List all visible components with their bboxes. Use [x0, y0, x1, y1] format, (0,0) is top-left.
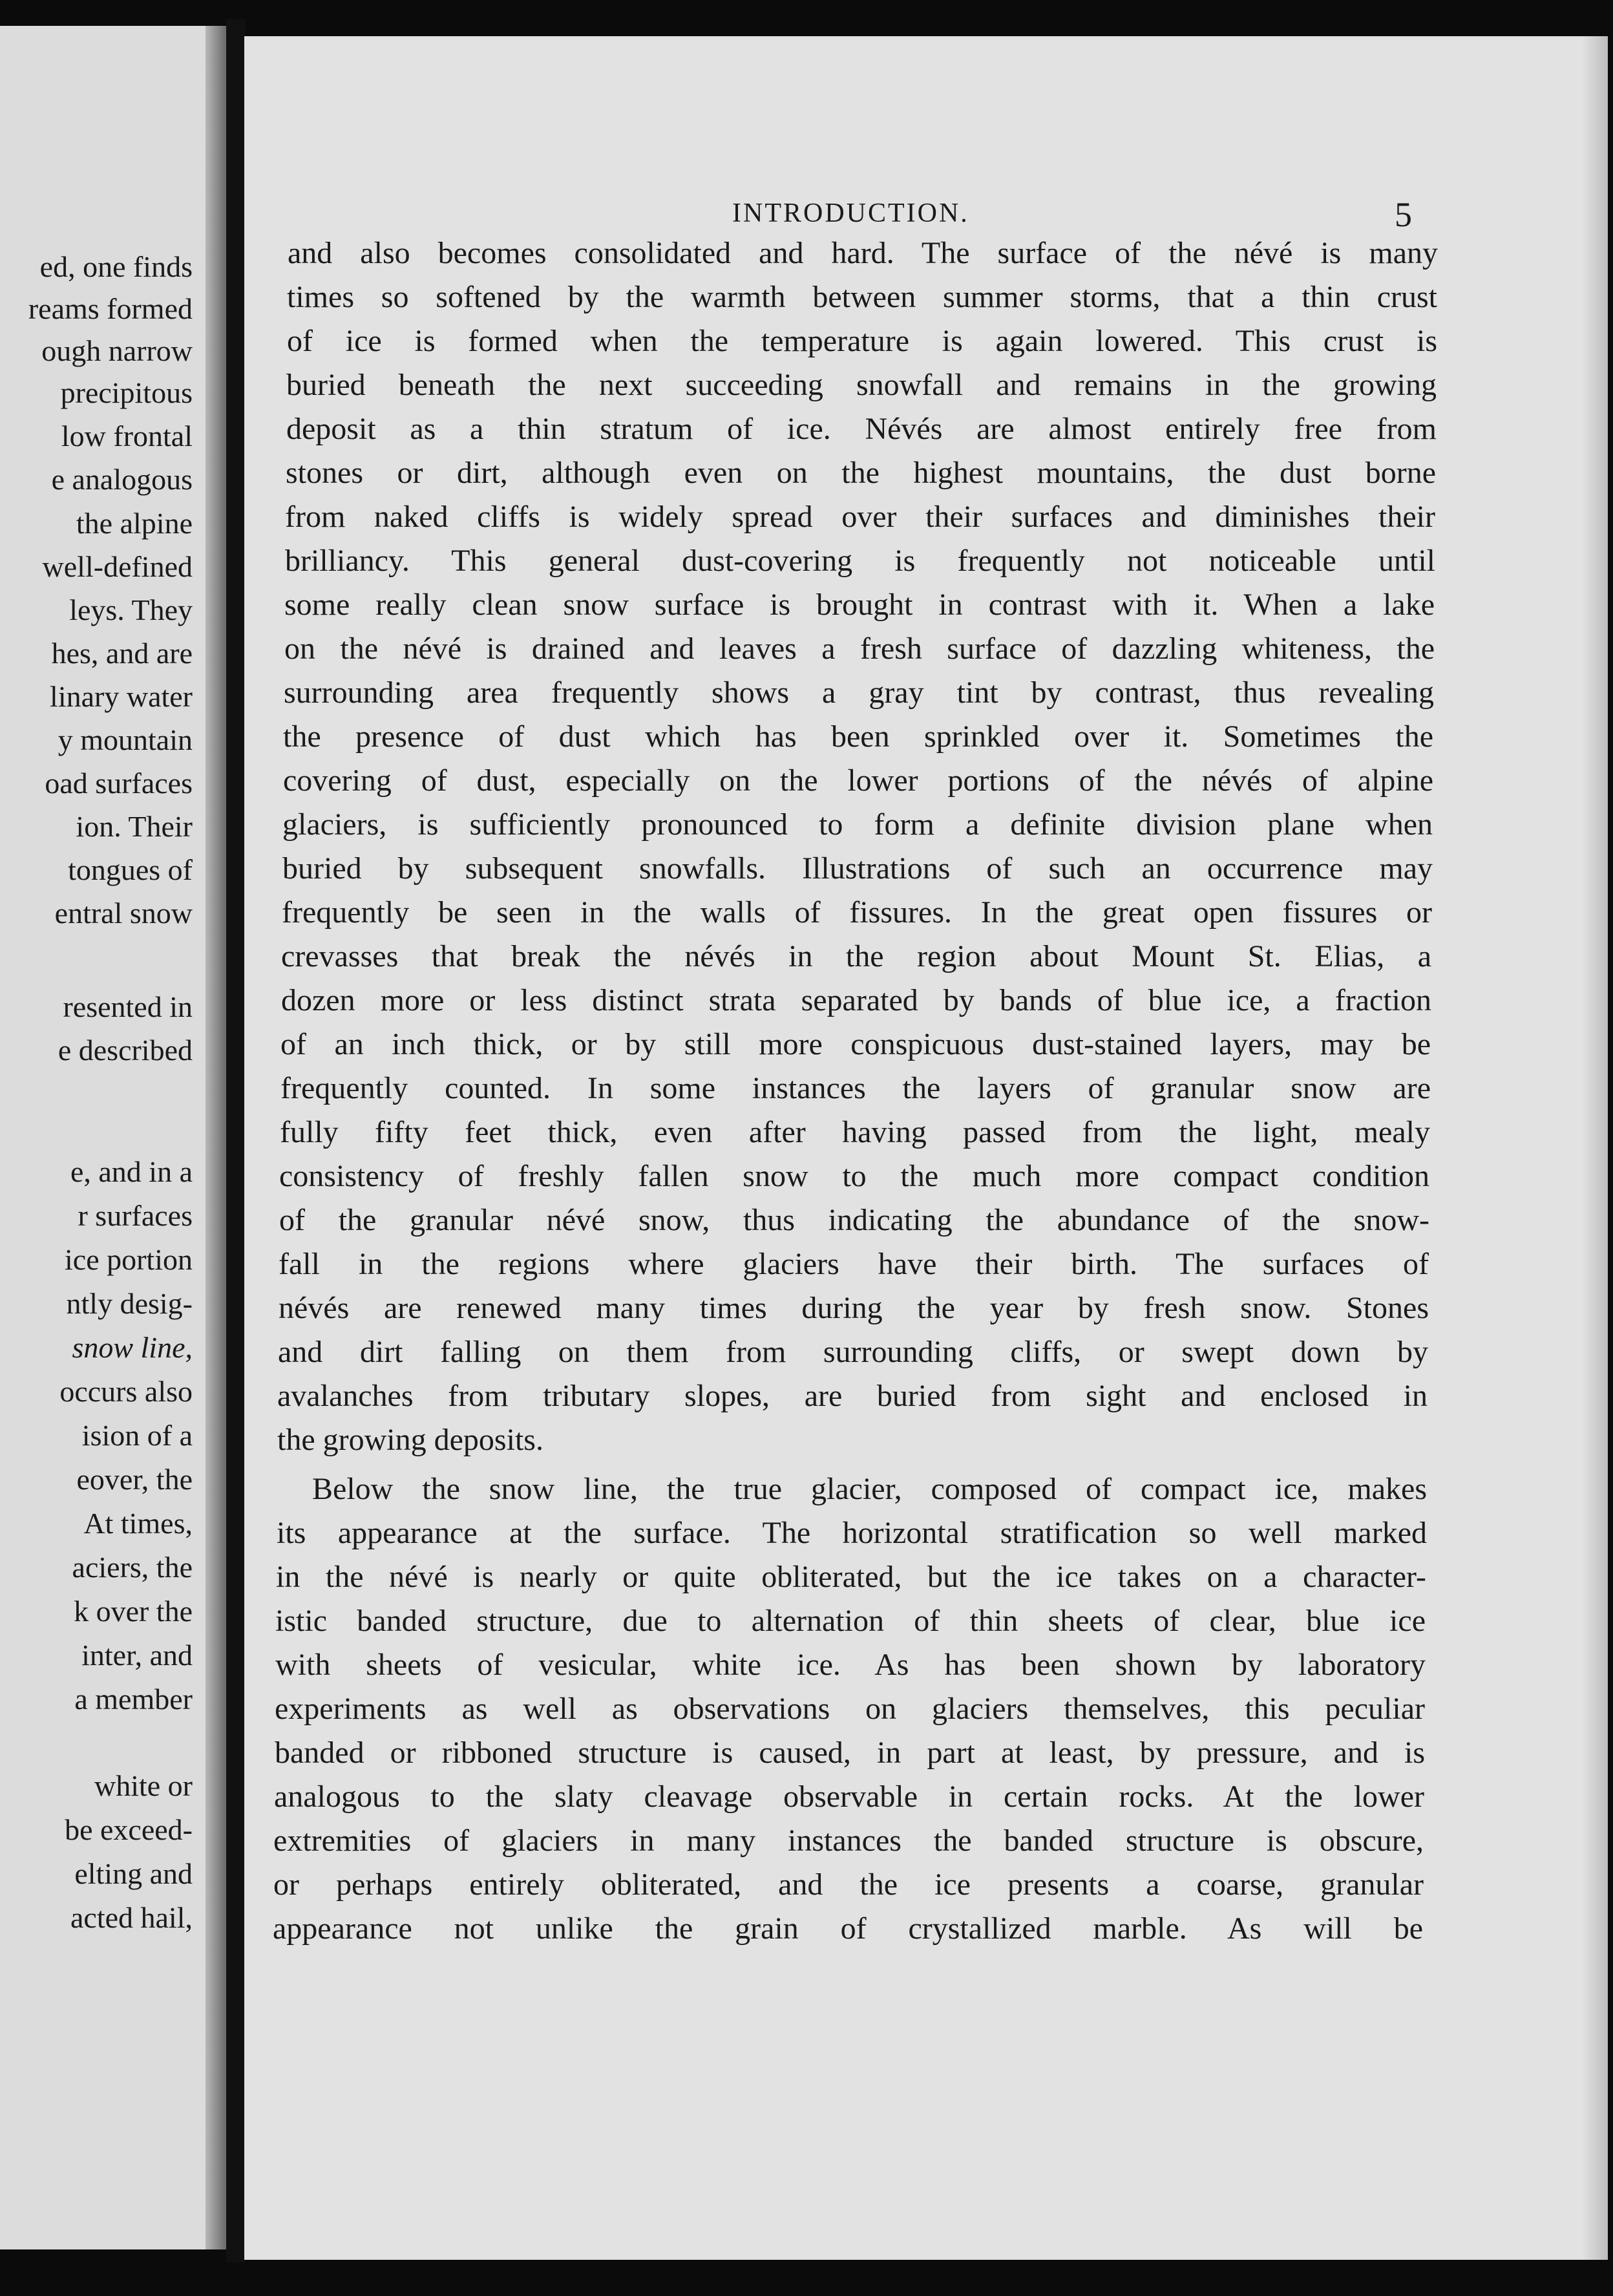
- body-line: its appearance at the surface. The horizontal stratification so well marked: [277, 1516, 1427, 1550]
- body-line: the presence of dust which has been sprinkled over it. Sometimes the: [283, 719, 1433, 754]
- body-line: the growing deposits.: [277, 1423, 543, 1457]
- body-line: some really clean snow surface is brought in contrast with it. When a lake: [284, 588, 1435, 622]
- body-line: from naked cliffs is widely spread over their surfaces and diminishes their: [285, 500, 1435, 534]
- left-page-line: acted hail,: [70, 1901, 193, 1934]
- body-line: brilliancy. This general dust-covering is frequently not noticeable until: [285, 544, 1435, 578]
- left-page-line: oad surfaces: [45, 767, 193, 800]
- right-page: [244, 36, 1608, 2260]
- body-line: of an inch thick, or by still more conspicuous dust-stained layers, may be: [280, 1027, 1431, 1061]
- page-number: 5: [1395, 195, 1412, 234]
- left-page-line: k over the: [74, 1595, 193, 1628]
- left-page-line: ision of a: [81, 1419, 193, 1452]
- running-head: INTRODUCTION.: [732, 198, 969, 228]
- body-line: frequently be seen in the walls of fissures. In the great open fissures or: [282, 895, 1432, 930]
- body-line: buried by subsequent snowfalls. Illustrations of such an occurrence may: [282, 851, 1433, 886]
- body-line: buried beneath the next succeeding snowfall and remains in the growing: [286, 368, 1437, 402]
- body-line: surrounding area frequently shows a gray tint by contrast, thus revealing: [284, 675, 1434, 710]
- left-page-line: the alpine: [76, 507, 193, 540]
- body-line: avalanches from tributary slopes, are buried from sight and enclosed in: [277, 1379, 1428, 1413]
- body-line: Below the snow line, the true glacier, composed of compact ice, makes: [312, 1472, 1427, 1506]
- body-line: fall in the regions where glaciers have their birth. The surfaces of: [279, 1247, 1429, 1281]
- left-page-line: ed, one finds: [39, 250, 193, 283]
- body-line: glaciers, is sufficiently pronounced to form a definite division plane when: [282, 807, 1433, 842]
- left-page-line: a member: [74, 1683, 193, 1716]
- left-page-line: white or: [94, 1769, 193, 1802]
- page-gutter: [206, 26, 226, 2249]
- left-page-line: e described: [58, 1034, 193, 1067]
- body-line: stones or dirt, although even on the highest mountains, the dust borne: [286, 456, 1436, 490]
- left-page-line: aciers, the: [72, 1551, 193, 1584]
- left-page-line: eover, the: [76, 1463, 193, 1496]
- body-line: fully fifty feet thick, even after having passed from the light, mealy: [280, 1115, 1430, 1149]
- left-page-line: ice portion: [65, 1243, 193, 1276]
- left-page-line: r surfaces: [78, 1199, 193, 1232]
- body-line: crevasses that break the névés in the region about Mount St. Elias, a: [281, 939, 1431, 973]
- left-page-line: ion. Their: [76, 810, 193, 843]
- left-page-line: resented in: [63, 990, 193, 1023]
- left-page-line: hes, and are: [51, 637, 193, 670]
- left-page-line: snow line,: [72, 1331, 193, 1364]
- body-line: banded or ribboned structure is caused, in part at least, by pressure, and is: [275, 1736, 1425, 1770]
- left-page-line: e analogous: [51, 463, 193, 496]
- page-edge: [1582, 36, 1608, 2260]
- body-line: istic banded structure, due to alternation of thin sheets of clear, blue ice: [275, 1604, 1426, 1638]
- body-line: covering of dust, especially on the lower portions of the névés of alpine: [283, 763, 1433, 798]
- body-line: consistency of freshly fallen snow to the much more compact condition: [279, 1159, 1429, 1193]
- left-page: [0, 26, 226, 2249]
- body-line: extremities of glaciers in many instances the banded structure is obscure,: [273, 1823, 1424, 1858]
- left-page-line: reams formed: [28, 292, 193, 325]
- left-page-line: elting and: [74, 1857, 193, 1890]
- left-page-line: inter, and: [81, 1639, 193, 1672]
- left-page-line: tongues of: [68, 853, 193, 886]
- left-page-line: well-defined: [42, 550, 193, 583]
- body-line: experiments as well as observations on glaciers themselves, this peculiar: [275, 1692, 1425, 1726]
- body-line: névés are renewed many times during the year by fresh snow. Stones: [279, 1291, 1429, 1325]
- left-page-line: ntly desig-: [66, 1287, 193, 1320]
- body-line: times so softened by the warmth between summer storms, that a thin crust: [287, 280, 1437, 314]
- left-page-line: precipitous: [60, 376, 193, 409]
- body-line: analogous to the slaty cleavage observable in certain rocks. At the lower: [274, 1780, 1424, 1814]
- body-line: deposit as a thin stratum of ice. Névés are almost entirely free from: [286, 412, 1437, 446]
- body-line: and also becomes consolidated and hard. The surface of the névé is many: [288, 236, 1438, 270]
- left-page-line: entral snow: [54, 897, 193, 930]
- left-page-line: leys. They: [69, 593, 193, 626]
- body-line: frequently counted. In some instances the layers of granular snow are: [280, 1071, 1431, 1105]
- left-page-line: be exceed-: [65, 1813, 193, 1846]
- body-line: in the névé is nearly or quite obliterated, but the ice takes on a character-: [276, 1560, 1426, 1594]
- left-page-line: linary water: [50, 680, 193, 713]
- left-page-line: At times,: [83, 1507, 193, 1540]
- left-page-line: e, and in a: [70, 1155, 193, 1188]
- body-line: and dirt falling on them from surrounding cliffs, or swept down by: [278, 1335, 1428, 1369]
- body-line: with sheets of vesicular, white ice. As has been shown by laboratory: [275, 1648, 1426, 1682]
- left-page-line: low frontal: [61, 420, 193, 452]
- body-line: or perhaps entirely obliterated, and the ice presents a coarse, granular: [273, 1867, 1424, 1902]
- body-line: appearance not unlike the grain of crystallized marble. As will be: [273, 1911, 1423, 1946]
- left-page-line: y mountain: [58, 723, 193, 756]
- body-line: of the granular névé snow, thus indicating the abundance of the snow-: [279, 1203, 1429, 1237]
- body-line: of ice is formed when the temperature is again lowered. This crust is: [287, 324, 1437, 358]
- body-line: dozen more or less distinct strata separated by bands of blue ice, a fraction: [281, 983, 1431, 1017]
- left-page-line: ough narrow: [41, 334, 193, 367]
- book-spine: [226, 19, 246, 2262]
- left-page-line: occurs also: [59, 1375, 193, 1408]
- body-line: on the névé is drained and leaves a fresh surface of dazzling whiteness, the: [284, 632, 1435, 666]
